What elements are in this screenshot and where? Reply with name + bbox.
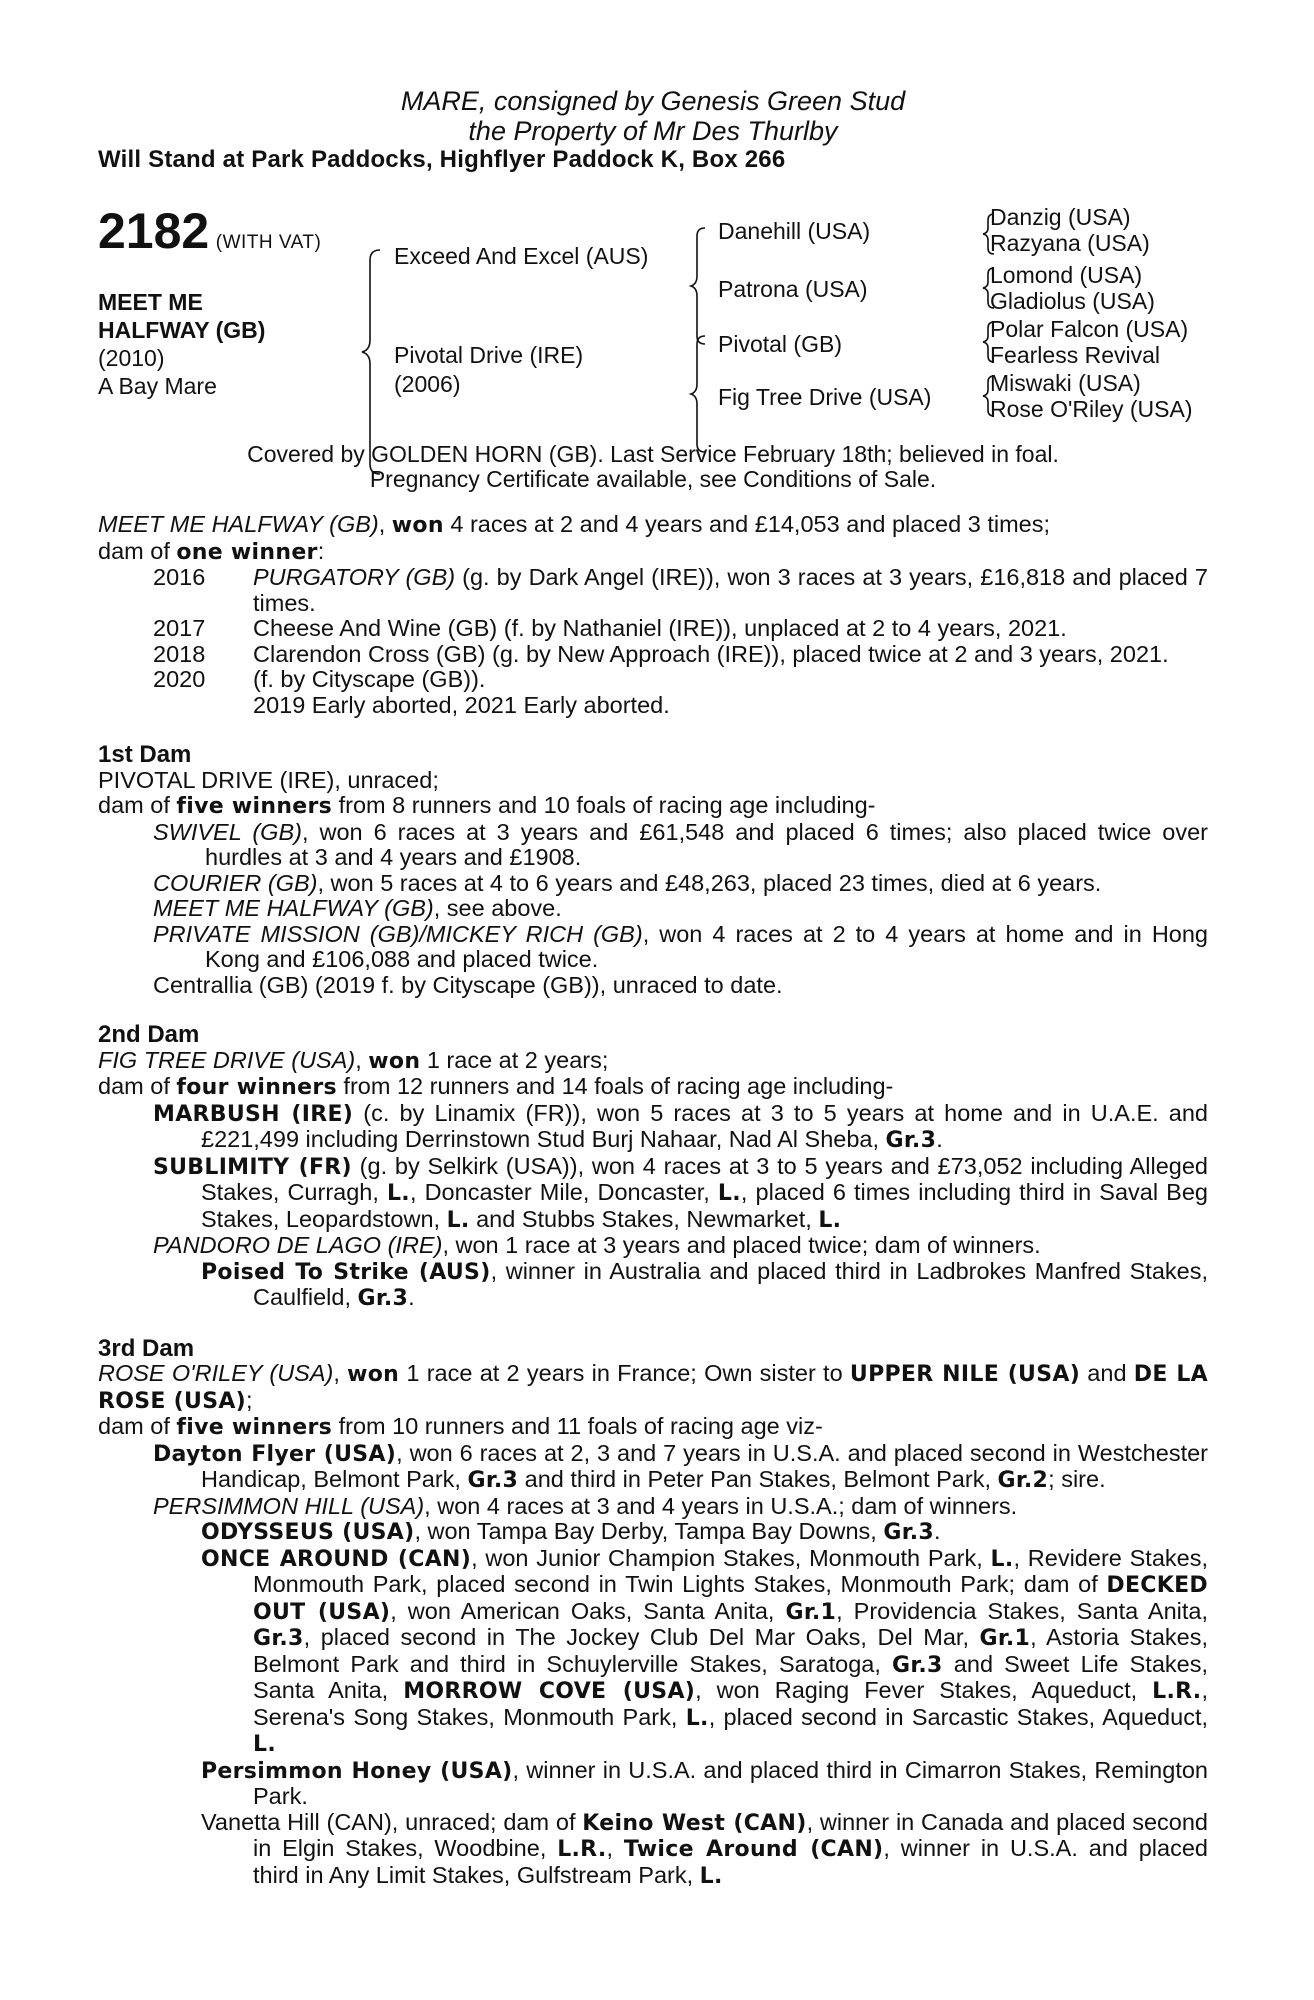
entry-name: ONCE AROUND (CAN) [201, 1546, 472, 1572]
pedigree-g3-8: Rose O'Riley (USA) [990, 396, 1193, 422]
grade-label: Gr.3 [467, 1468, 519, 1493]
second-dam-entry [98, 1154, 1208, 1234]
entry-name: DECKED OUT (USA) [253, 1573, 1208, 1625]
first-dam-entry [98, 871, 1208, 897]
grade-label: Gr.3 [357, 1286, 409, 1311]
connector: and [1080, 1360, 1134, 1386]
entry-text: and Stubbs Stakes, Newmarket, [469, 1205, 819, 1232]
pedigree-sire: Exceed And Excel (AUS) [394, 243, 649, 269]
entry-text: , Providencia Stakes, Santa Anita, [836, 1597, 1209, 1624]
entry-text: , winner in U.S.A. and placed third in Any Limit Stakes, Gulfstream Park, [253, 1835, 1208, 1888]
pregnancy-note: Pregnancy Certificate available, see Conditions of Sale. [369, 466, 937, 492]
punct: . [936, 1126, 943, 1152]
first-dam-heading: 1st Dam [98, 741, 192, 768]
entry-name: PANDORO DE LAGO (IRE) [153, 1232, 443, 1258]
punct: . [934, 1518, 941, 1544]
entry-name: Twice Around (CAN) [623, 1837, 884, 1862]
grade-label: Gr.2 [997, 1468, 1049, 1493]
second-dam-record: FIG TREE DRIVE (USA), won 1 race at 2 years; [98, 1046, 609, 1074]
pedigree-g3-7: Miswaki (USA) [990, 370, 1141, 396]
entry-name: Dayton Flyer (USA) [153, 1441, 397, 1467]
second-dam-entry [98, 1259, 1208, 1312]
damof-label: dam of [98, 1413, 177, 1439]
entry-text: , won 4 races at 2 to 4 years at home and in Hong Kong and £106,088 and placed twice. [205, 920, 1208, 972]
entry-name: MORROW COVE (USA) [403, 1679, 696, 1704]
third-dam-summary [98, 1414, 1208, 1441]
damof-label: dam of [98, 537, 177, 564]
third-dam-entry [98, 1519, 1208, 1546]
produce-detail: (g. by Dark Angel (IRE)), won 3 races at 3 years, £16,818 and placed 7 times. [253, 564, 1208, 616]
entry-name: SWIVEL (GB) [153, 818, 302, 845]
entry-text: , [606, 1835, 624, 1861]
pedigree-dam: Pivotal Drive (IRE) [394, 342, 584, 368]
covering-note: Covered by GOLDEN HORN (GB). Last Service February 18th; believed in foal. [247, 441, 1059, 467]
produce-row [98, 642, 1208, 668]
entry-text: , won 5 races at 4 to 6 years and £48,263, placed 23 times, died at 6 years. [317, 869, 1102, 896]
produce-row [98, 616, 1208, 642]
entry-name: MEET ME HALFWAY (GB) [153, 895, 434, 921]
entry-text: and Sweet Life Stakes, Santa Anita, [253, 1650, 1208, 1703]
third-dam-entry [98, 1758, 1208, 1810]
horse-year: (2010) [98, 345, 165, 371]
grade-label: Gr.3 [883, 1520, 934, 1545]
second-dam-summary [98, 1074, 1208, 1101]
grade-label: Gr.3 [885, 1128, 937, 1153]
entry-text: , won American Oaks, Santa Anita, [390, 1597, 786, 1624]
winners-count: five winners [176, 794, 333, 819]
damof-label: dam of [98, 1073, 177, 1099]
mare-damof [98, 539, 1208, 566]
produce-detail: Cheese And Wine (GB) (f. by Nathaniel (IRE)), unplaced at 2 to 4 years, 2021. [253, 615, 1067, 641]
grade-label: L. [699, 1863, 723, 1889]
entry-name: PRIVATE MISSION (GB)/MICKEY RICH (GB) [153, 920, 643, 947]
entry-text: , see above. [433, 895, 562, 921]
summary-text: from 10 runners and 11 foals of racing age viz- [332, 1413, 823, 1439]
catalogue-header [98, 86, 1208, 146]
sister-name: UPPER NILE (USA) [849, 1362, 1081, 1387]
pedigree-sire-dam: Patrona (USA) [718, 276, 868, 302]
pedigree-g3-2: Razyana (USA) [990, 230, 1150, 256]
won-label: won [368, 1048, 421, 1074]
entry-text: , placed second in Sarcastic Stakes, Aqueduct, [708, 1703, 1208, 1730]
entry-name: MARBUSH (IRE) [153, 1101, 354, 1127]
second-dam-entry [98, 1233, 1208, 1259]
grade-label: L. [717, 1181, 741, 1206]
brace-gen2-sire [691, 228, 705, 344]
third-dam-entry [98, 1546, 1208, 1758]
pedigree-sire-sire: Danehill (USA) [718, 218, 871, 244]
record-text: 1 race at 2 years in France; Own sister to [399, 1360, 850, 1386]
lot-number: 2182 [98, 203, 210, 259]
grade-label: L. [685, 1705, 709, 1731]
first-dam-entry [98, 896, 1208, 922]
catalogue-body [98, 512, 1208, 1889]
second-dam-name: FIG TREE DRIVE (USA) [98, 1046, 356, 1073]
aborted-row [98, 693, 1208, 719]
stand-location: Will Stand at Park Paddocks, Highflyer Paddock K, Box 266 [98, 146, 786, 173]
produce-year: 2017 [153, 615, 206, 641]
grade-label: L.R. [1152, 1679, 1202, 1704]
third-dam-entry [98, 1810, 1208, 1890]
entry-text: Vanetta Hill (CAN), unraced; dam of [201, 1808, 583, 1835]
pedigree-g3-6: Fearless Revival [990, 342, 1160, 368]
grade-label: L.R. [557, 1837, 607, 1862]
colon: : [317, 537, 325, 564]
produce-row [98, 667, 1208, 693]
produce-text [253, 565, 1208, 616]
entry-text: , Serena's Song Stakes, Monmouth Park, [253, 1677, 1208, 1730]
brace-gen2-dam [691, 336, 705, 452]
produce-year: 2016 [153, 564, 206, 590]
mare-record-text: 4 races at 2 and 4 years and £14,053 and placed 3 times; [443, 511, 1050, 537]
horse-description: A Bay Mare [98, 373, 217, 399]
horse-name-line2: HALFWAY (GB) [98, 317, 266, 343]
grade-label: L. [818, 1207, 842, 1233]
entry-text: , won Junior Champion Stakes, Monmouth Park, [471, 1544, 991, 1571]
grade-label: L. [386, 1181, 410, 1206]
entry-text: (g. by Selkirk (USA)), won 4 races at 3 to 5 years and £73,052 including Alleged Stakes, Curragh, [201, 1152, 1208, 1205]
entry-text: , won Raging Fever Stakes, Aqueduct, [695, 1677, 1153, 1703]
second-dam-entry [98, 1101, 1208, 1154]
grade-label: Gr.3 [892, 1652, 943, 1678]
damof-label: dam of [98, 792, 177, 818]
grade-label: L. [446, 1207, 470, 1233]
pedigree-g3-4: Gladiolus (USA) [990, 288, 1155, 314]
pedigree-g3-3: Lomond (USA) [990, 262, 1143, 288]
record-text: 1 race at 2 years; [420, 1046, 609, 1073]
produce-year: 2020 [153, 666, 206, 692]
entry-name: SUBLIMITY (FR) [153, 1154, 352, 1180]
third-dam-heading: 3rd Dam [98, 1334, 195, 1362]
vat-note: (WITH VAT) [215, 232, 322, 253]
entry-text: , Revidere Stakes, Monmouth Park, placed second in Twin Lights Stakes, Monmouth Park; dam of [253, 1544, 1208, 1597]
first-dam-entry: Centrallia (GB) (2019 f. by Cityscape (GB)), unraced to date. [153, 971, 783, 998]
pedigree-dam-year: (2006) [394, 371, 461, 397]
pedigree-dam-sire: Pivotal (GB) [718, 331, 842, 357]
winners-count: one winner [176, 539, 318, 565]
entry-name: Persimmon Honey (USA) [201, 1758, 513, 1784]
summary-text: from 12 runners and 14 foals of racing age including- [336, 1073, 894, 1099]
first-dam-entry [98, 820, 1208, 871]
grade-label: Gr.3 [253, 1626, 304, 1651]
entry-name: Poised To Strike (AUS) [201, 1259, 491, 1285]
first-dam-entry [98, 922, 1208, 973]
consignor-line: MARE, consigned by Genesis Green Stud [400, 86, 906, 116]
entry-text: ; sire. [1048, 1466, 1106, 1492]
first-dam-summary [98, 793, 1208, 820]
pedigree-g3-5: Polar Falcon (USA) [990, 316, 1189, 342]
entry-text: , won Tampa Bay Derby, Tampa Bay Downs, [414, 1518, 884, 1544]
third-dam-name: ROSE O'RILEY (USA) [98, 1360, 334, 1386]
first-dam-name: PIVOTAL DRIVE (IRE), unraced; [98, 766, 439, 793]
entry-text: , won 1 race at 3 years and placed twice; dam of winners. [442, 1232, 1041, 1258]
property-line: the Property of Mr Des Thurlby [468, 116, 838, 146]
entry-name: ODYSSEUS (USA) [201, 1520, 415, 1545]
grade-label: L. [253, 1732, 276, 1757]
entry-text: , Doncaster Mile, Doncaster, [409, 1179, 718, 1205]
grade-label: Gr.1 [785, 1599, 837, 1625]
produce-name: PURGATORY (GB) [253, 564, 456, 590]
punct: . [408, 1284, 415, 1310]
mare-name: MEET ME HALFWAY (GB) [98, 511, 379, 537]
summary-text: from 8 runners and 10 foals of racing age including- [332, 792, 876, 818]
winners-count: five winners [176, 1415, 333, 1440]
entry-name: Keino West (CAN) [582, 1810, 807, 1836]
grade-label: Gr.1 [979, 1626, 1031, 1651]
produce-year: 2018 [153, 640, 206, 667]
entry-text: , Astoria Stakes, Belmont Park and third in Schuylerville Stakes, Saratoga, [253, 1624, 1208, 1677]
horse-name-line1: MEET ME [98, 289, 203, 315]
pedigree-g3-1: Danzig (USA) [990, 204, 1131, 230]
entry-text: , placed second in The Jockey Club Del Mar Oaks, Del Mar, [303, 1624, 980, 1650]
entry-text: , winner in U.S.A. and placed third in Cimarron Stakes, Remington Park. [253, 1756, 1208, 1809]
entry-name: COURIER (GB) [153, 869, 318, 896]
entry-text: , winner in Australia and placed third in Ladbrokes Manfred Stakes, Caulfield, [253, 1257, 1208, 1310]
entry-name: PERSIMMON HILL (USA) [153, 1492, 425, 1519]
entry-text: , placed 6 times including third in Saval Beg Stakes, Leopardstown, [201, 1179, 1208, 1232]
entry-text: , won 6 races at 3 years and £61,548 and placed 6 times; also placed twice over hurdles at 3 and 4 years and £1908. [205, 818, 1208, 870]
grade-label: L. [990, 1546, 1014, 1572]
entry-text: , winner in Canada and placed second in Elgin Stakes, Woodbine, [253, 1808, 1209, 1861]
winners-count: four winners [176, 1075, 337, 1100]
entry-text: (c. by Linamix (FR)), won 5 races at 3 to 5 years at home and in U.A.E. and £221,499 including Derrinstown Stud Burj Nahaar, Nad Al Sheba, [201, 1099, 1208, 1152]
third-dam-record: ROSE O'RILEY (USA), won 1 race at 2 years in France; Own sister to UPPER NILE (USA) and DE LA ROSE (USA); [98, 1360, 1208, 1414]
pedigree-dam-dam: Fig Tree Drive (USA) [718, 384, 932, 410]
mare-record: MEET ME HALFWAY (GB), won 4 races at 2 and 4 years and £14,053 and placed 3 times; [98, 511, 1050, 538]
entry-text: and third in Peter Pan Stakes, Belmont Park, [518, 1466, 998, 1492]
punct: ; [246, 1386, 253, 1413]
entry-text: , won 4 races at 3 and 4 years in U.S.A.; dam of winners. [424, 1492, 1018, 1519]
entry-text: , won 6 races at 2, 3 and 7 years in U.S.A. and placed second in Westchester Handicap, Belmont Park, [201, 1439, 1208, 1492]
produce-row [98, 565, 1208, 616]
second-dam-heading: 2nd Dam [98, 1021, 200, 1048]
produce-detail: (f. by Cityscape (GB)). [253, 666, 486, 692]
third-dam-entry [98, 1441, 1208, 1494]
third-dam-entry [98, 1494, 1208, 1520]
won-label: won [391, 513, 444, 538]
won-label: won [347, 1362, 400, 1387]
aborted-note: 2019 Early aborted, 2021 Early aborted. [253, 691, 670, 718]
produce-detail: Clarendon Cross (GB) (g. by New Approach (IRE)), placed twice at 2 and 3 years, 2021. [253, 640, 1169, 667]
sister-name: DE LA ROSE (USA) [98, 1362, 1208, 1414]
